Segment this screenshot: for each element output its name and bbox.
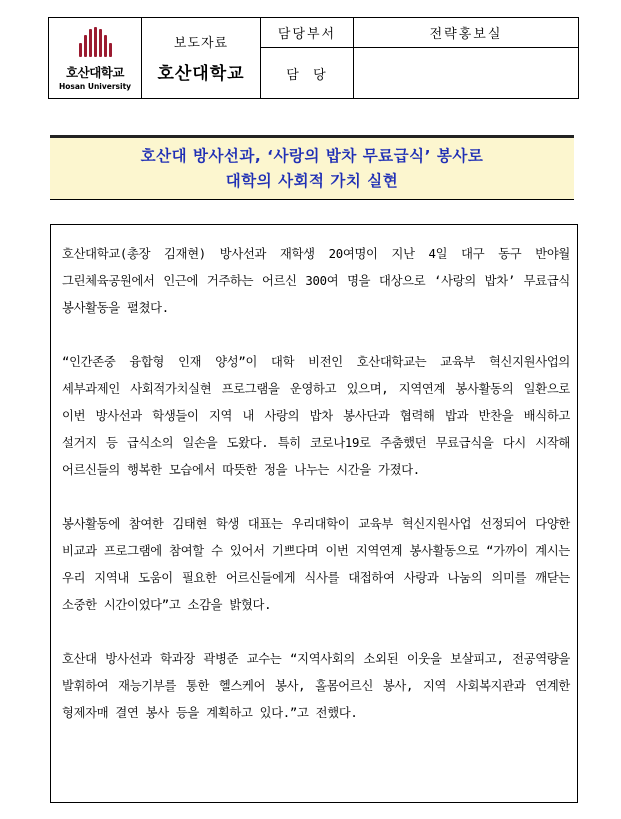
department-label: 담당부서	[261, 18, 354, 48]
press-release-cell	[142, 18, 261, 99]
university-name: 호산대학교	[157, 64, 245, 84]
logo-name-kr: 호산대학교	[66, 65, 124, 80]
headline-box	[50, 135, 574, 200]
logo-name-en: Hosan University	[58, 82, 132, 91]
logo-cell	[49, 18, 142, 99]
headline-line-1: 호산대 방사선과, ‘사랑의 밥차 무료급식’ 봉사로	[140, 146, 484, 165]
paragraph-2: “인간존중 융합형 인재 양성”이 대학 비전인 호산대학교는 교육부 혁신지원사업의 세부과제인 사회적가치실현 프로그램을 운영하고 있으며, 지역연계 봉사활동의 일환으로 이번 방사선과 학생들이 지역 내 사랑의 밥차 봉사단과 협력해 밥과 반찬을 배식하고 설거지 등 급식소의 일손을 도왔다. 특히 코로나19로 주춤했던 무료급식을 다시 시작해 어르신들의 행복한 모습에서 따뜻한 정을 나누는 시간을 가졌다.	[62, 355, 570, 477]
header-table	[48, 17, 579, 99]
headline-line-2: 대학의 사회적 가치 실현	[225, 171, 399, 190]
hosan-university-emblem-icon	[49, 27, 141, 57]
paragraph-4: 호산대 방사선과 학과장 곽병준 교수는 “지역사회의 소외된 이웃을 보살피고, 전공역량을 발휘하여 재능기부를 통한 헬스케어 봉사, 홀몸어르신 봉사, 지역 사회복지관과 연계한 형제자매 결연 봉사 등을 계획하고 있다.”고 전했다.	[62, 652, 570, 720]
paragraph-1: 호산대학교(총장 김재현) 방사선과 재학생 20여명이 지난 4일 대구 동구 반야월 그린체육공원에서 인근에 거주하는 어르신 300여 명을 대상으로 ‘사랑의 밥차’ 무료급식 봉사활동을 펼쳤다.	[62, 247, 570, 315]
contact-label: 담 당	[261, 48, 354, 99]
article-body	[50, 224, 578, 803]
department-value: 전략홍보실	[354, 18, 579, 48]
press-release-label: 보도자료	[173, 36, 229, 51]
paragraph-3: 봉사활동에 참여한 김태현 학생 대표는 우리대학이 교육부 혁신지원사업 선정되어 다양한 비교과 프로그램에 참여할 수 있어서 기쁘다며 이번 지역연계 봉사활동으로 “가까이 계시는 우리 지역내 도움이 필요한 어르신들에게 식사를 대접하여 사랑과 나눔의 의미를 깨닫는 소중한 시간이었다”고 소감을 밝혔다.	[62, 517, 570, 612]
contact-value	[354, 48, 579, 99]
